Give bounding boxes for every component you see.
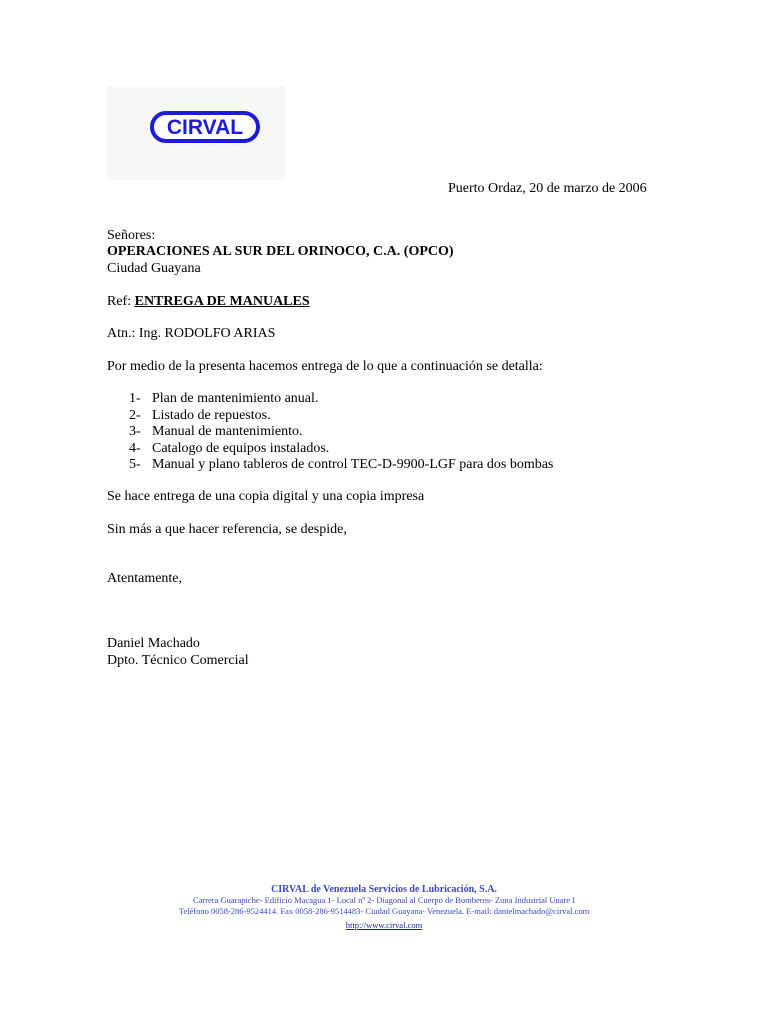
salutation: Señores: [107,228,156,243]
footer-contact: Teléfono 0058-286-9524414. Fax 0058-286-9514483- Ciudad Guayana- Venezuela. E-mail: danielmachado@cirval.com [178,906,590,916]
date-line: Puerto Ordaz, 20 de marzo de 2006 [448,181,647,196]
footer-address: Carrera Guarapiche- Edificio Macagua 1- Local nº 2- Diagonal al Cuerpo de Bomberos- Zona Industrial Unare I [192,895,576,905]
footer-website-link[interactable]: http://www.cirval.com [345,920,423,930]
list-item [129,441,553,458]
delivery-note: Se hace entrega de una copia digital y una copia impresa [107,489,425,504]
list-item [129,457,553,474]
signer-name: Daniel Machado [107,636,200,651]
logo-text: CIRVAL [166,116,244,139]
list-item-text: Catalogo de equipos instalados. [152,440,330,456]
company-logo [107,86,285,180]
list-item-text: Plan de mantenimiento anual. [152,391,319,406]
ref-label: Ref: [107,294,132,309]
list-item-text: Manual de mantenimiento. [152,424,303,439]
footer-company: CIRVAL de Venezuela Servicios de Lubricación, S.A. [271,884,497,895]
list-item-number: 4- [129,440,141,456]
recipient-city: Ciudad Guayana [107,261,201,276]
delivery-list [129,391,553,474]
ref-subject: ENTREGA DE MANUALES [134,294,310,309]
signer-department: Dpto. Técnico Comercial [107,653,249,668]
list-item [129,408,553,425]
list-item-number: 1- [129,391,141,406]
logo-oval [150,111,260,143]
attention-line: Atn.: Ing. RODOLFO ARIAS [107,326,276,341]
letterhead-footer [0,884,768,934]
list-item-number: 3- [129,424,141,439]
list-item [129,424,553,441]
list-item [129,391,553,408]
intro-paragraph: Por medio de la presenta hacemos entrega de lo que a continuación se detalla: [107,359,543,374]
recipient-company: OPERACIONES AL SUR DEL ORINOCO, C.A. (OPCO) [107,244,454,259]
closing: Atentamente, [107,571,183,586]
closing-remark: Sin más a que hacer referencia, se despide, [107,522,347,537]
list-item-text: Listado de repuestos. [152,407,271,423]
list-item-number: 5- [129,457,141,472]
list-item-text: Manual y plano tableros de control TEC-D-9900-LGF para dos bombas [152,457,554,472]
list-item-number: 2- [129,407,141,423]
reference-line [107,294,310,311]
